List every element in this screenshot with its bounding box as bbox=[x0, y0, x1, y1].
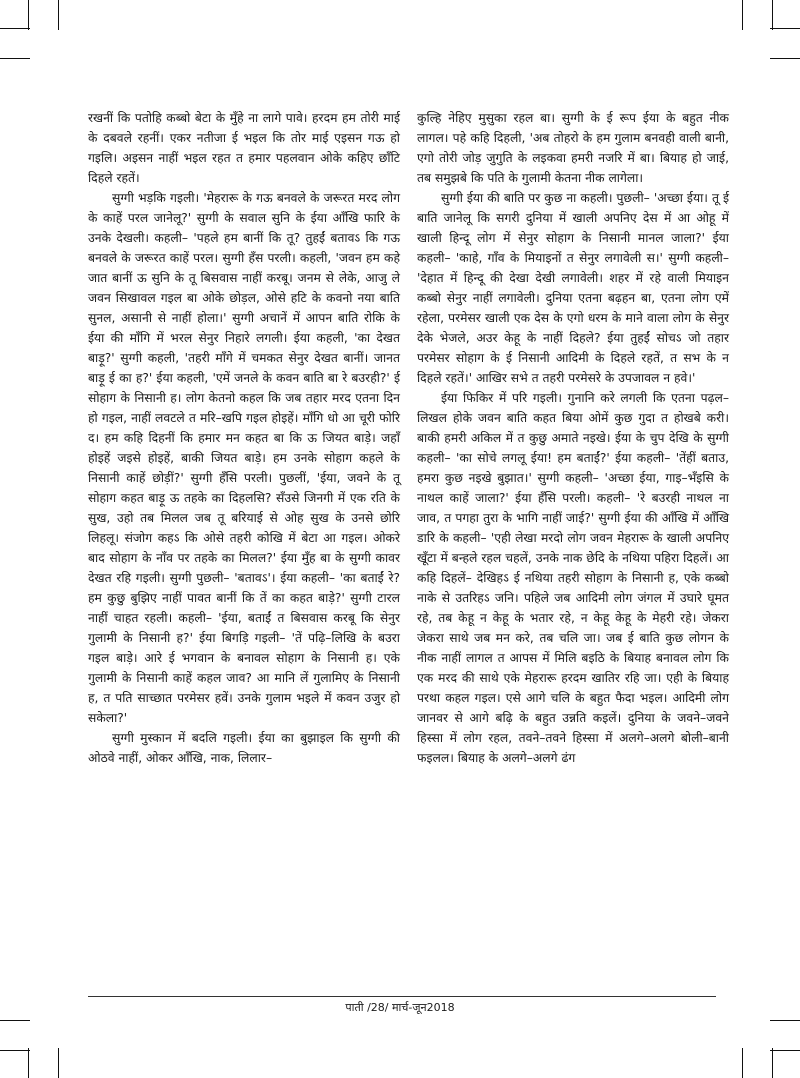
paragraph: सुग्गी मुस्कान में बदलि गइली। ईया का बुझाइल कि सुग्गी की ओठवे नाहीं, ओकर आँखि, नाक, लिलार– bbox=[88, 731, 400, 765]
crop-mark-tl-h bbox=[0, 28, 30, 29]
crop-mark-tl-h2 bbox=[0, 58, 30, 59]
crop-mark-tr-h bbox=[770, 28, 800, 29]
crop-mark-tl-v2 bbox=[58, 0, 59, 30]
right-column bbox=[417, 108, 729, 768]
paragraph: कुल्हि नेहिए मुसुका रहल बा। सुग्गी के ई रूप ईया के बहुत नीक लागल। पहे कहि दिहली, 'अब तोहरो के हम गुलाम बनवही वाली बानी, एगो तोरी जोड़ जुगुति के लइकवा हमरी नजरि में बा। बियाह हो जाई, तब समुझबे कि पति के गुलामी केतना नीक लागेला। bbox=[417, 111, 729, 185]
paragraph: रखनीं कि पतोहि कब्बो बेटा के मुँहे ना लागे पावे। हरदम हम तोरी माई के दबवले रहनीं। एकर नतीजा ई भइल कि तोर माई एइसन गऊ हो गइलि। अइसन नाहीं भइल रहत त हमार पहलवान ओके कहिए छाँटि दिहले रहतें। bbox=[88, 111, 400, 185]
crop-mark-bl-v bbox=[28, 1048, 29, 1078]
crop-mark-br-v bbox=[742, 1048, 743, 1078]
paragraph: सुग्गी ईया की बाति पर कुछ ना कहली। पुछली– 'अच्छा ईया। तू ई बाति जानेलू कि सगरी दुनिया में खाली अपनिए देस में आ ओहू में खाली हिन्दू लोग में सेनुर सोहाग के निसानी मानल जाला?' ईया कहली– 'काहे, गाँव के मियाइनों त सेनुर लगावेली स।' सुग्गी कहली– 'देहात में हिन्दू की देखा देखी लगावेली। शहर में रहे वाली मियाइन कब्बो सेनुर नाहीं लगावेली। दुनिया एतना बढ़हन बा, एतना लोग एमें रहेला, परमेसर खाली एक देस के एगो धरम के माने वाला लोग के सेनुर देके भेजले, अउर केहू के नाहीं दिहले? ईया तुहईं सोचऽ जो तहार परमेसर सोहाग के ई निसानी आदिमी के दिहले रहतें, त सभ के न दिहले रहतें।' आखिर सभे त तहरी परमेसरे के उपजावल न हवे।' bbox=[417, 191, 729, 385]
paragraph: सुग्गी भड़कि गइली। 'मेहरारू के गऊ बनवले के जरूरत मरद लोग के काहें परल जानेलू?' सुग्गी के सवाल सुनि के ईया आँखि फारि के उनके देखली। कहली– 'पहले हम बानीं कि तू? तुहईं बतावऽ कि गऊ बनवले के जरूरत काहें परल। सुग्गी हँस परली। कहली, 'जवन हम कहे जात बानीं ऊ सुनि के तू बिसवास नाहीं करबू। जनम से लेके, आजु ले जवन सिखावल गइल बा ओके छोड़ल, ओसे हटि के कवनो नया बाति सुनल, असानी से नाहीं होला।' सुग्गी अचानें में आपन बाति रोकि के ईया की माँगि में भरल सेनुर निहारे लगली। ईया कहली, 'का देखत बाड़ू?' सुग्गी कहली, 'तहरी माँगे में चमकत सेनुर देखत बानीं। जानत बाड़ू ई का ह?' ईया कहली, 'एमें जनले के कवन बाति बा रे बउरही?' ई सोहाग के निसानी ह। लोग केतनो कहल कि जब तहार मरद एतना दिन हो गइल, नाहीं लवटले त मरि–खपि गइल होइहें। माँगि धो आ चूरी फोरि द। हम कहि दिहनीं कि हमार मन कहत बा कि ऊ जियत बाड़े। जहाँ होइहें जइसे होइहें, बाकी जियत बाड़े। हम उनके सोहाग कहले के निसानी काहें छोड़ीं?' सुग्गी हँसि परली। पुछलीं, 'ईया, जवने के तू सोहाग कहत बाड़ू ऊ तहके का दिहलसि? सँउसे जिनगी में एक रति के सुख, उहो तब मिलल जब तू बरियाई से ओह सुख के उनसे छोरि लिहलू। संजोग कहऽ कि ओसे तहरी कोखि में बेटा आ गइल। ओकरे बाद सोहाग के नाँव पर तहके का मिलल?' ईया मुँह बा के सुग्गी कावर देखत रहि गइली। सुग्गी पुछली– 'बतावऽ'। ईया कहली– 'का बताईं रे? हम कुछु बुझिए नाहीं पावत बानीं कि तें का कहत बाड़े?' सुग्गी टारल नाहीं चाहत रहली। कहली– 'ईया, बताईं त बिसवास करबू कि सेनुर गुलामी के निसानी ह?' ईया बिगड़ि गइली– 'तें पढ़ि–लिखि के बउरा गइल बाड़े। आरे ई भगवान के बनावल सोहाग के निसानी ह। एके गुलामी के निसानी काहें कहल जाव? आ मानि लें गुलामिए के निसानी ह, त पति साच्छात परमेसर हवें। उनके गुलाम भइले में कवन उजुर हो सकेला?' bbox=[88, 191, 400, 725]
crop-mark-bl-h2 bbox=[0, 1050, 30, 1051]
footer-divider bbox=[88, 996, 716, 997]
crop-mark-tr-v2 bbox=[772, 0, 773, 30]
paragraph: ईया फिकिर में परि गइली। गुनानि करे लगली कि एतना पढ़ल–लिखल होके जवन बाति कहत बिया ओमें कुछ गुदा त होखबे करी। बाकी हमरी अकिल में त कुछु अमाते नइखे। ईया के चुप देखि के सुग्गी कहली– 'का सोचे लगलू ईया! हम बताईं?' ईया कहली– 'तेंहीं बताउ, हमरा कुछ नइखे बुझात।' सुग्गी कहली– 'अच्छा ईया, गाइ–भँइसि के नाथल काहें जाला?' ईया हँसि परली। कहली– 'रे बउरही नाथल ना जाव, त पगहा तुरा के भागि नाहीं जाई?' सुग्गी ईया की आँखि में आँखि डारि के कहली– 'एही लेखा मरदो लोग जवन मेहरारू के खाली अपनिए खूँटा में बन्हले रहल चहलें, उनके नाक छेदि के नथिया पहिरा दिहलें। आ कहि दिहलें– देखिहऽ ई नथिया तहरी सोहाग के निसानी ह, एके कब्बो नाके से उतरिहऽ जनि। पहिले जब आदिमी लोग जंगल में उघारे घूमत रहे, तब केहू न केहू के भतार रहे, न केहू केहू के मेहरी रहे। जेकरा जेकरा साथे जब मन करे, तब चलि जा। जब ई बाति कुछ लोगन के नीक नाहीं लागल त आपस में मिलि बइठि के बियाह बनावल लोग कि एक मरद की साथे एके मेहरारू हरदम खातिर रहि जा। एही के बियाह परथा कहल गइल। एसे आगे चलि के बहुत फैदा भइल। आदिमी लोग जानवर से आगे बढ़ि के बहुत उन्नति कइलें। दुनिया के जवने–जवने हिस्सा में लोग रहल, तवने–तवने हिस्सा में अलगे–अलगे बोली–बानी फइलल। बियाह के अलगे–अलगे ढंग bbox=[417, 391, 729, 765]
crop-mark-tl-v bbox=[28, 0, 29, 30]
crop-mark-tr-v bbox=[742, 0, 743, 30]
crop-mark-bl-h bbox=[0, 1020, 30, 1021]
left-column bbox=[88, 108, 400, 768]
crop-mark-bl-v2 bbox=[58, 1048, 59, 1078]
crop-mark-br-v2 bbox=[772, 1048, 773, 1078]
crop-mark-br-h bbox=[770, 1020, 800, 1021]
crop-mark-br-h2 bbox=[770, 1050, 800, 1051]
crop-mark-tr-h2 bbox=[770, 58, 800, 59]
page-footer: पाती /28/ मार्च-जून2018 bbox=[345, 1001, 455, 1014]
